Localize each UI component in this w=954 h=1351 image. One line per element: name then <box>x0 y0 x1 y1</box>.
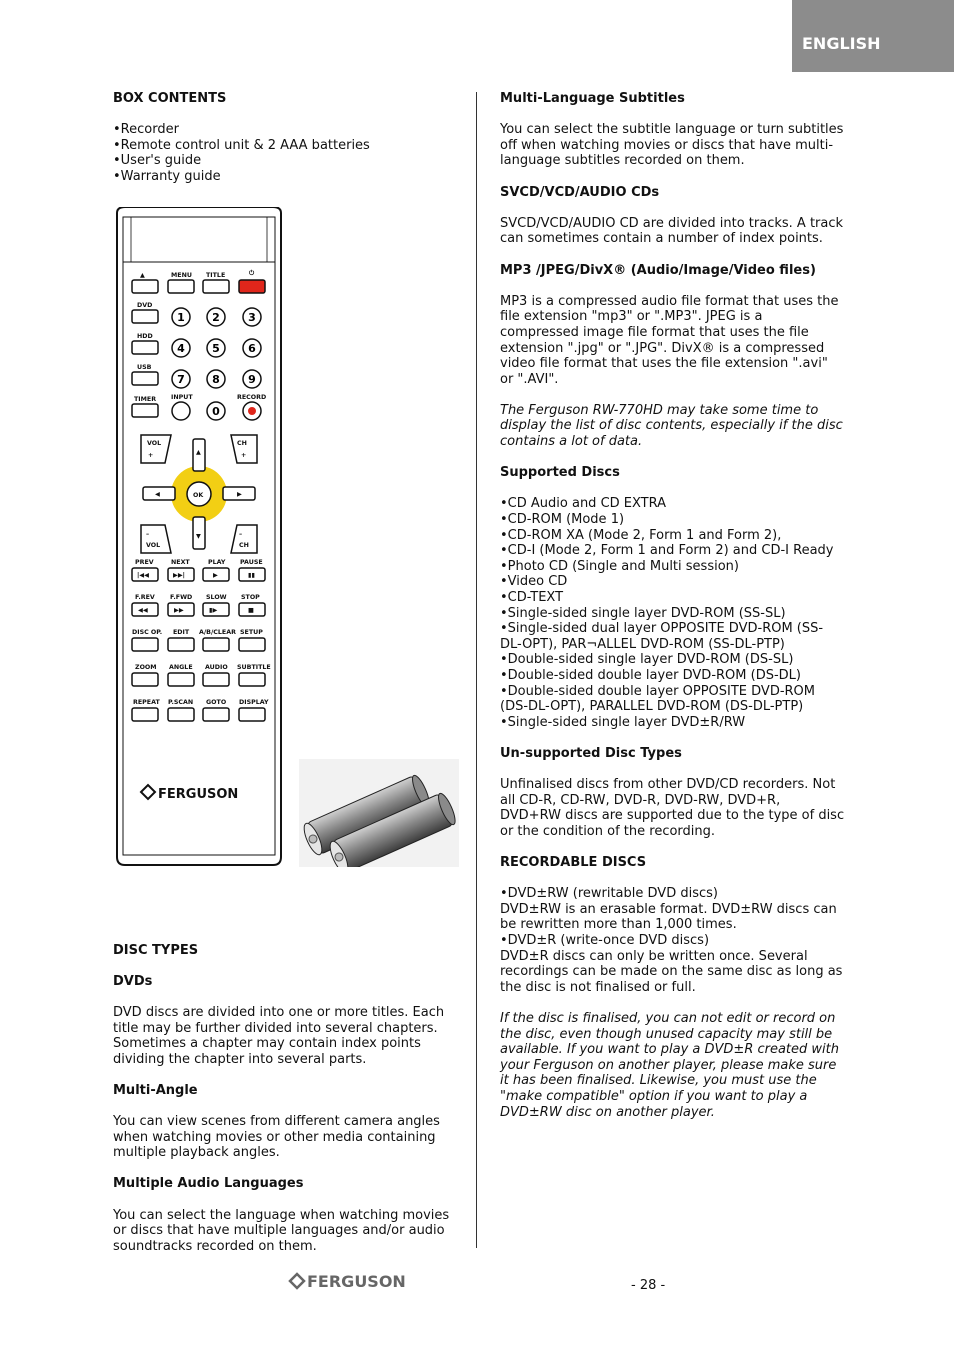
unsupported-text: Unfinalised discs from other DVD/CD recorders. Not all CD-R, CD-RW, DVD-R, DVD-RW, DVD+R, DVD+RW discs are supported due to the type of disc or the condition of the recording. <box>500 777 845 839</box>
multi-audio-title: Multiple Audio Languages <box>113 1176 304 1192</box>
svg-text:4: 4 <box>177 341 185 355</box>
svg-text:+: + <box>241 451 247 459</box>
record-label: RECORD <box>237 393 267 401</box>
dvds-text: DVD discs are divided into one or more titles. Each title may be further divided into several chapters. Sometimes a chapter may contain index points dividing the chapter into several parts. <box>113 1004 445 1067</box>
box-contents-figure <box>113 207 463 867</box>
svg-text:A/B/CLEAR: A/B/CLEAR <box>199 628 236 636</box>
mp3-note: The Ferguson RW-770HD may take some time to display the list of disc contents, especially if the disc contains a lot of data. <box>500 402 843 450</box>
svg-text:▮▶: ▮▶ <box>209 606 218 614</box>
svg-text:▲: ▲ <box>140 271 145 279</box>
svg-text:CH: CH <box>237 439 247 447</box>
list-item: • Single-sided single layer DVD±R/RW <box>500 715 845 731</box>
usb-label: USB <box>137 363 152 371</box>
input-label: INPUT <box>171 393 193 401</box>
svg-text:6: 6 <box>248 341 256 355</box>
list-item: • DVD±RW (rewritable DVD discs) <box>500 886 845 902</box>
svg-text:▶: ▶ <box>213 571 218 579</box>
disc-types-title: DISC TYPES <box>113 942 199 958</box>
svg-text:7: 7 <box>177 372 185 386</box>
list-item: • Double-sided single layer DVD-ROM (DS-SL) <box>500 652 845 668</box>
list-item: • Single-sided single layer DVD-ROM (SS-SL) <box>500 606 845 622</box>
supported-title: Supported Discs <box>500 465 620 481</box>
svg-text:SETUP: SETUP <box>240 628 263 636</box>
rw-text: DVD±RW is an erasable format. DVD±RW discs can be rewritten more than 1,000 times. <box>500 901 837 933</box>
list-item: • Warranty guide <box>113 169 453 185</box>
svcd-title: SVCD/VCD/AUDIO CDs <box>500 184 660 200</box>
finalised-note: If the disc is finalised, you can not edit or record on the disc, even though unused capacity may still be available. If you want to play a DVD±R created with your Ferguson on another player, please make sure it has been finalised. Likewise, you must use the "make compatible" option if you want to play a DVD±RW disc on another player. <box>500 1011 839 1120</box>
svg-text:FERGUSON: FERGUSON <box>307 1272 406 1291</box>
svg-text:▮▮: ▮▮ <box>248 571 255 579</box>
svg-text:–: – <box>146 530 150 538</box>
menu-label: MENU <box>171 271 192 279</box>
svg-text:1: 1 <box>177 310 185 324</box>
remote-and-batteries-illustration <box>113 207 463 867</box>
svg-text:PLAY: PLAY <box>208 558 226 566</box>
aaa-batteries <box>299 759 459 867</box>
svg-text:CH: CH <box>239 541 249 549</box>
svg-text:VOL: VOL <box>147 439 162 447</box>
mp3-text: MP3 is a compressed audio file format that uses the file extension "mp3" or ".MP3". JPEG is a compressed image file format that uses the file extension ".jpg" or ".JPG". DivX® is a compressed video file format that uses the file extension ".avi" or ".AVI". <box>500 293 839 387</box>
svcd-text: SVCD/VCD/AUDIO CD are divided into tracks. A track can sometimes contain a number of index points. <box>500 215 844 247</box>
remote-control <box>117 207 281 865</box>
svg-text:+: + <box>148 451 154 459</box>
list-item: • Recorder <box>113 122 453 138</box>
svg-text:▲: ▲ <box>196 448 201 456</box>
svg-text:GOTO: GOTO <box>206 698 227 706</box>
title-label: TITLE <box>206 271 226 279</box>
list-item: • Remote control unit & 2 AAA batteries <box>113 138 453 154</box>
list-item: • Single-sided dual layer OPPOSITE DVD-ROM (SS-DL-OPT), PAR¬ALLEL DVD-ROM (SS-DL-PTP) <box>500 621 845 652</box>
svg-text:–: – <box>239 530 243 538</box>
list-item: • Photo CD (Single and Multi session) <box>500 559 845 575</box>
rw-list <box>500 886 845 902</box>
svg-text:DISPLAY: DISPLAY <box>239 698 269 706</box>
svg-text:5: 5 <box>212 341 220 355</box>
svg-text:ZOOM: ZOOM <box>135 663 157 671</box>
svg-text:⏻: ⏻ <box>249 269 254 277</box>
svg-text:F.REV: F.REV <box>135 593 155 601</box>
svg-text:DISC OP.: DISC OP. <box>132 628 163 636</box>
svg-text:NEXT: NEXT <box>171 558 190 566</box>
svg-text:PAUSE: PAUSE <box>240 558 263 566</box>
svg-text:■: ■ <box>248 606 254 614</box>
multi-audio-text: You can select the language when watching movies or discs that have multiple languages and/or audio soundtracks recorded on them. <box>113 1207 450 1254</box>
svg-text:FERGUSON: FERGUSON <box>158 786 239 802</box>
svg-text:▶▶: ▶▶ <box>174 606 184 614</box>
list-item: • CD-I (Mode 2, Form 1 and Form 2) and CD-I Ready <box>500 543 845 559</box>
unsupported-title: Un-supported Disc Types <box>500 745 682 761</box>
footer-brand-logo <box>286 1270 434 1292</box>
svg-text:SLOW: SLOW <box>206 593 227 601</box>
list-item: • CD-ROM XA (Mode 2, Form 1 and Form 2), <box>500 528 845 544</box>
subtitles-title: Multi-Language Subtitles <box>500 91 685 106</box>
svg-text:◀◀: ◀◀ <box>138 606 148 614</box>
svg-text:▶▶|: ▶▶| <box>173 571 185 579</box>
svg-text:2: 2 <box>212 310 220 324</box>
language-tab <box>792 0 954 72</box>
list-item: • Video CD <box>500 574 845 590</box>
list-item: • User's guide <box>113 153 453 169</box>
svg-text:▶: ▶ <box>237 490 242 498</box>
svg-text:ANGLE: ANGLE <box>169 663 193 671</box>
left-column <box>113 91 453 1254</box>
ok-label: OK <box>193 491 204 499</box>
mp3-title: MP3 /JPEG/DivX® (Audio/Image/Video files) <box>500 262 816 278</box>
list-item: • DVD±R (write-once DVD discs) <box>500 933 845 949</box>
svg-text:F.FWD: F.FWD <box>170 593 193 601</box>
recordable-title: RECORDABLE DISCS <box>500 855 647 871</box>
svg-text:9: 9 <box>248 372 256 386</box>
svg-text:AUDIO: AUDIO <box>205 663 228 671</box>
svg-text:VOL: VOL <box>146 541 161 549</box>
multi-angle-title: Multi-Angle <box>113 1082 198 1098</box>
svg-text:8: 8 <box>212 372 220 386</box>
list-item: • CD Audio and CD EXTRA <box>500 496 845 512</box>
power-button <box>239 280 265 293</box>
list-item: • CD-TEXT <box>500 590 845 606</box>
svg-text:0: 0 <box>212 404 220 418</box>
dvd-label: DVD <box>137 301 153 309</box>
svg-text:|◀◀: |◀◀ <box>137 571 149 579</box>
supported-list <box>500 496 845 730</box>
svg-text:EDIT: EDIT <box>173 628 190 636</box>
list-item: • CD-ROM (Mode 1) <box>500 512 845 528</box>
svg-text:SUBTITLE: SUBTITLE <box>237 663 271 671</box>
svg-text:3: 3 <box>248 310 256 324</box>
svg-text:◀: ◀ <box>155 490 160 498</box>
r-list <box>500 933 845 949</box>
box-contents-title: BOX CONTENTS <box>113 91 227 106</box>
svg-text:▼: ▼ <box>196 532 201 540</box>
hdd-label: HDD <box>137 332 153 340</box>
box-contents-list <box>113 122 453 184</box>
list-item: • Double-sided double layer OPPOSITE DVD-ROM (DS-DL-OPT), PARALLEL DVD-ROM (DS-DL-PTP) <box>500 684 845 715</box>
right-column <box>500 91 845 1120</box>
list-item: • Double-sided double layer DVD-ROM (DS-DL) <box>500 668 845 684</box>
svg-text:P.SCAN: P.SCAN <box>168 698 194 706</box>
column-divider <box>476 92 477 1248</box>
svg-text:STOP: STOP <box>241 593 260 601</box>
svg-text:PREV: PREV <box>135 558 154 566</box>
svg-text:REPEAT: REPEAT <box>133 698 160 706</box>
timer-label: TIMER <box>134 395 157 403</box>
r-text: DVD±R discs can only be written once. Several recordings can be made on the same disc as long as the disc is not finalised or full. <box>500 948 843 995</box>
subtitles-text: You can select the subtitle language or turn subtitles off when watching movies or discs that have multi-language subtitles recorded on them. <box>500 122 844 169</box>
dvds-title: DVDs <box>113 973 153 989</box>
multi-angle-text: You can view scenes from different camera angles when watching movies or other media containing multiple playback angles. <box>113 1114 440 1161</box>
page-number: - 28 - <box>631 1278 666 1293</box>
language-tab-label: ENGLISH <box>802 34 881 53</box>
